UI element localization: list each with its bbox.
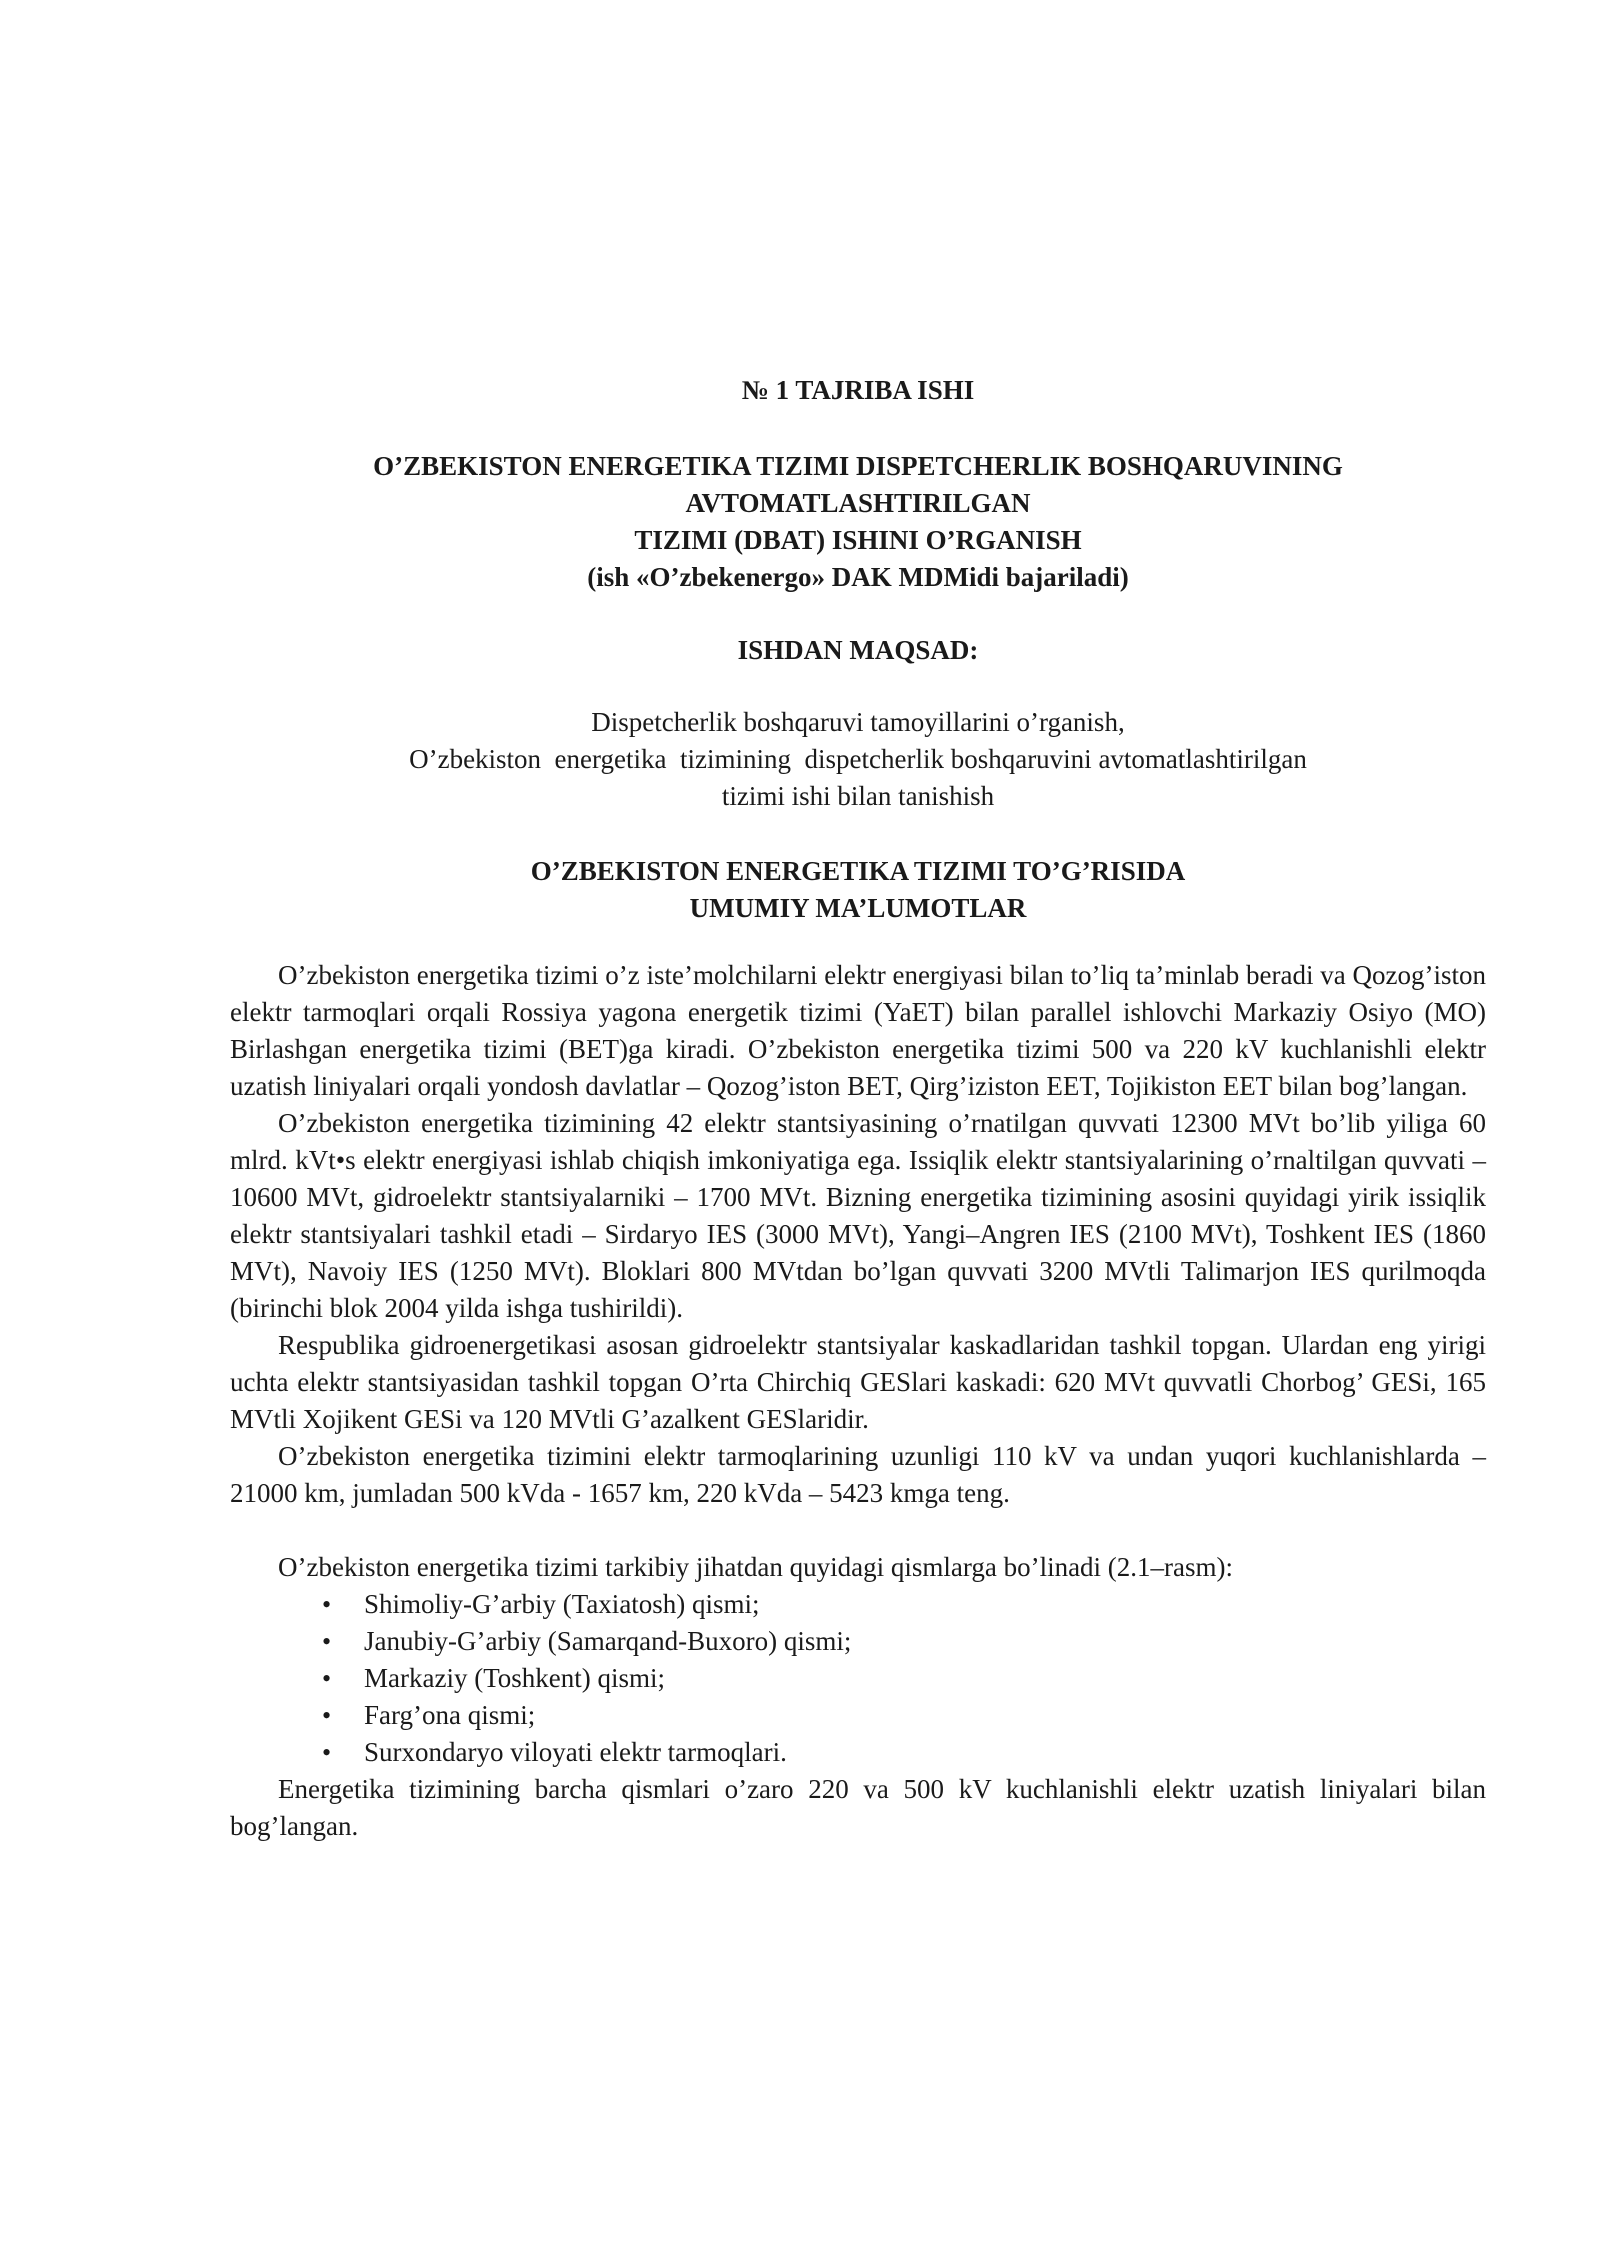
body-text: [230, 957, 1486, 1845]
list-item: • Janubiy-G’arbiy (Samarqand-Buxoro) qismi;: [322, 1623, 1486, 1660]
bullet-icon: •: [322, 1590, 332, 1619]
list-item: • Surxondaryo viloyati elektr tarmoqlari.: [322, 1734, 1486, 1771]
paragraph-4: O’zbekiston energetika tizimini elektr tarmoqlarining uzunligi 110 kV va undan yuqori kuchlanishlarda – 21000 km, jumladan 500 kVda - 1657 km, 220 kVda – 5423 kmga teng.: [230, 1441, 1486, 1508]
title-line-2: AVTOMATLASHTIRILGAN: [685, 488, 1031, 518]
bullet-icon: •: [322, 1664, 332, 1693]
title-line-4: (ish «O’zbekenergo» DAK MDMidi bajariladi): [587, 562, 1129, 592]
goal-line-1: Dispetcherlik boshqaruvi tamoyillarini o’rganish,: [591, 707, 1125, 737]
document-page: [230, 372, 1486, 1845]
bullet-icon: •: [322, 1701, 332, 1730]
goal-text: [230, 704, 1486, 815]
title-line-3: TIZIMI (DBAT) ISHINI O’RGANISH: [634, 525, 1082, 555]
lab-heading: № 1 TAJRIBA ISHI: [741, 375, 975, 405]
info-heading-line-1: O’ZBEKISTON ENERGETIKA TIZIMI TO’G’RISIDA: [530, 856, 1186, 886]
bullet-icon: •: [322, 1738, 332, 1767]
paragraph-1: O’zbekiston energetika tizimi o’z iste’molchilarni elektr energiyasi bilan to’liq ta’minlab beradi va Qozog’iston elektr tarmoqlari orqali Rossiya yagona energetik tizimi (YaET) bilan parallel ishlovchi Markaziy Osiyo (MO) Birlashgan energetika tizimi (BET)ga kiradi. O’zbekiston energetika tizimi 500 va 220 kV kuchlanishli elektr uzatish liniyalari orqali yondosh davlatlar – Qozog’iston BET, Qirg’iziston EET, Tojikiston EET bilan bog’langan.: [230, 960, 1486, 1101]
goal-line-3: tizimi ishi bilan tanishish: [721, 781, 995, 811]
info-heading-line-2: UMUMIY MA’LUMOTLAR: [689, 893, 1027, 923]
list-item: • Markaziy (Toshkent) qismi;: [322, 1660, 1486, 1697]
list-item: • Farg’ona qismi;: [322, 1697, 1486, 1734]
bullet-icon: •: [322, 1627, 332, 1656]
paragraph-3: Respublika gidroenergetikasi asosan gidroelektr stantsiyalar kaskadlaridan tashkil topgan. Ulardan eng yirigi uchta elektr stantsiyasidan tashkil topgan O’rta Chirchiq GESlari kaskadi: 620 MVt quvvatli Chorbog’ GESi, 165 MVtli Xojikent GESi va 120 MVtli G’azalkent GESlaridir.: [230, 1330, 1486, 1434]
paragraph-2: O’zbekiston energetika tizimining 42 elektr stantsiyasining o’rnatilgan quvvati 12300 MVt bo’lib yiliga 60 mlrd. kVt•s elektr energiyasi ishlab chiqish imkoniyatiga ega. Issiqlik elektr stantsiyalarining o’rnaltilgan quvvati – 10600 MVt, gidroelektr stantsiyalarniki – 1700 MVt. Bizning energetika tizimining asosini quyidagi yirik issiqlik elektr stantsiyalari tashkil etadi – Sirdaryo IES (3000 MVt), Yangi–Angren IES (2100 MVt), Toshkent IES (1860 MVt), Navoiy IES (1250 MVt). Bloklari 800 MVtdan bo’lgan quvvati 3200 MVtli Talimarjon IES qurilmoqda (birinchi blok 2004 yilda ishga tushirildi).: [230, 1108, 1486, 1323]
document-title: [230, 448, 1486, 596]
paragraph-5: O’zbekiston energetika tizimi tarkibiy jihatdan quyidagi qismlarga bo’linadi (2.1–rasm):: [278, 1552, 1234, 1582]
paragraph-gap: [230, 1512, 1486, 1549]
info-heading: [230, 853, 1486, 927]
goal-heading: ISHDAN MAQSAD:: [737, 635, 979, 665]
paragraph-6: Energetika tizimining barcha qismlari o’zaro 220 va 500 kV kuchlanishli elektr uzatish liniyalari bilan bog’langan.: [230, 1774, 1486, 1841]
list-item: • Shimoliy-G’arbiy (Taxiatosh) qismi;: [322, 1586, 1486, 1623]
title-line-1: O’ZBEKISTON ENERGETIKA TIZIMI DISPETCHERLIK BOSHQARUVINING: [373, 451, 1343, 481]
parts-list: [230, 1586, 1486, 1771]
goal-line-2: O’zbekiston energetika tizimining dispetcherlik boshqaruvini avtomatlashtirilgan: [409, 744, 1307, 774]
